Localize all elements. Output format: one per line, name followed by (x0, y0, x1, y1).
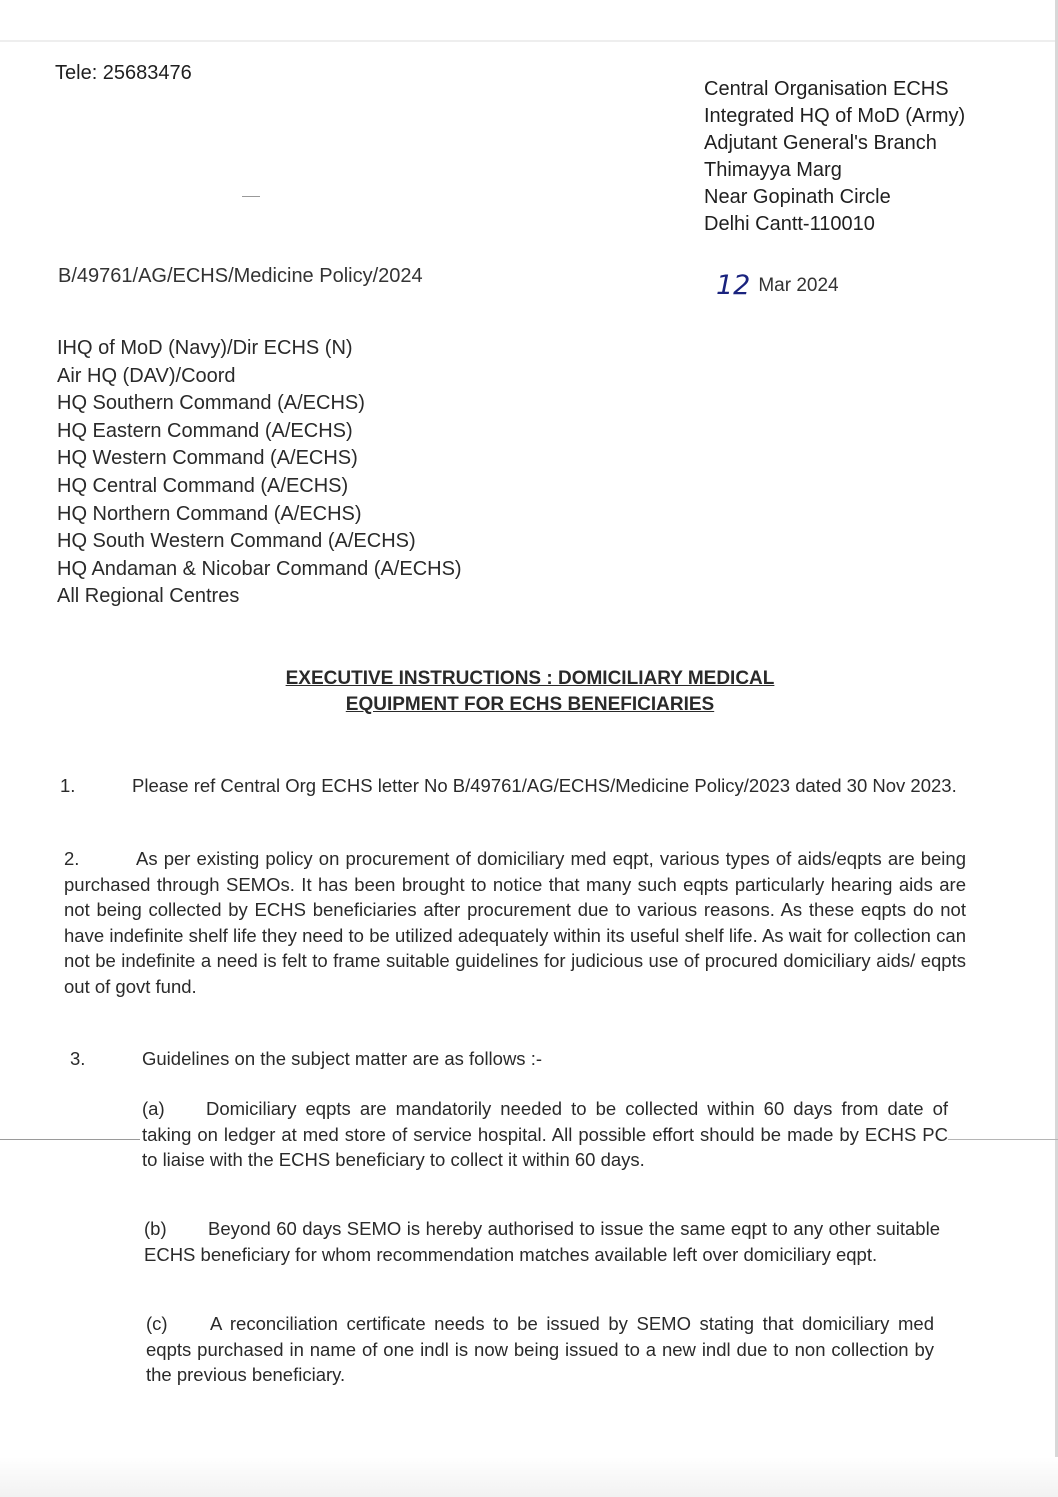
sub-paragraph-text: Beyond 60 days SEMO is hereby authorised to issue the same eqpt to any other suitable ECHS beneficiary for whom recommendation matches available left over domiciliary eqpt. (144, 1218, 940, 1265)
address-line: Integrated HQ of MoD (Army) (704, 105, 966, 127)
recipient: HQ Andaman & Nicobar Command (A/ECHS) (57, 557, 462, 580)
recipient: HQ Northern Command (A/ECHS) (57, 502, 362, 525)
recipient: HQ South Western Command (A/ECHS) (57, 530, 416, 553)
letter-date (716, 270, 839, 301)
address-line: Central Organisation ECHS (704, 78, 949, 100)
paragraph-2 (64, 846, 966, 999)
heading-line-2: EQUIPMENT FOR ECHS BENEFICIARIES (345, 694, 715, 715)
sub-paragraph-b (144, 1216, 940, 1267)
paragraph-number: 1. (60, 775, 76, 796)
sub-paragraph-c (146, 1311, 934, 1388)
paragraph-3 (70, 1046, 950, 1072)
paragraph-number: 2. (64, 848, 80, 869)
sub-paragraph-text: Domiciliary eqpts are mandatorily needed to be collected within 60 days from date of taking on ledger at med store of service hospital. All possible effort should be made by ECHS PC to liaise with the ECHS beneficiary to collect it within 60 days. (142, 1098, 948, 1170)
sub-paragraph-a (142, 1096, 948, 1173)
paragraph-number: 3. (70, 1048, 86, 1069)
sender-address (704, 76, 965, 238)
scan-edge-top (0, 40, 1058, 42)
recipient: Air HQ (DAV)/Coord (57, 364, 236, 387)
sub-paragraph-label: (b) (144, 1218, 167, 1239)
recipient: HQ Eastern Command (A/ECHS) (57, 419, 353, 442)
scan-edge-bottom (0, 1457, 1058, 1497)
telephone-number: Tele: 25683476 (55, 62, 192, 84)
address-line: Thimayya Marg (704, 159, 842, 181)
date-month-year: Mar 2024 (758, 275, 839, 296)
address-line: Near Gopinath Circle (704, 186, 891, 208)
scan-line-right (948, 1139, 1058, 1140)
sub-paragraph-label: (c) (146, 1313, 168, 1334)
sub-paragraph-label: (a) (142, 1098, 165, 1119)
recipient: HQ Southern Command (A/ECHS) (57, 392, 365, 415)
scan-line-left (0, 1139, 140, 1140)
recipient: HQ Central Command (A/ECHS) (57, 474, 349, 497)
recipient: IHQ of MoD (Navy)/Dir ECHS (N) (57, 337, 353, 359)
paragraph-1 (60, 773, 970, 799)
paragraph-text: Please ref Central Org ECHS letter No B/49761/AG/ECHS/Medicine Policy/2023 dated 30 Nov 2023. (132, 775, 957, 796)
heading-line-1: EXECUTIVE INSTRUCTIONS : DOMICILIARY MEDICAL (285, 668, 775, 689)
paragraph-text: Guidelines on the subject matter are as follows :- (142, 1048, 542, 1069)
address-line: Delhi Cantt-110010 (704, 213, 875, 235)
recipient: HQ Western Command (A/ECHS) (57, 447, 358, 470)
address-line: Adjutant General's Branch (704, 132, 937, 154)
recipient-list (57, 335, 462, 611)
scan-mark (242, 196, 260, 197)
handwritten-day: 12 (716, 270, 751, 301)
recipient: All Regional Centres (57, 585, 240, 608)
reference-number: B/49761/AG/ECHS/Medicine Policy/2024 (58, 265, 423, 287)
sub-paragraph-text: A reconciliation certificate needs to be issued by SEMO stating that domiciliary med eqpts purchased in name of one indl is now being issued to a new indl due to non collection by the previous beneficiary. (146, 1313, 934, 1385)
paragraph-text: As per existing policy on procurement of domiciliary med eqpt, various types of aids/eqpts are being purchased through SEMOs. It has been brought to notice that many such eqpts particularly hearing aids are not being collected by ECHS beneficiaries after procurement due to various reasons. As these eqpts do not have indefinite shelf life they need to be utilized adequately within its useful shelf life. As wait for collection can not be indefinite a need is felt to frame suitable guidelines for judicious use of procured domiciliary aids/ eqpts out of govt fund. (64, 848, 966, 997)
subject-heading (120, 666, 940, 718)
